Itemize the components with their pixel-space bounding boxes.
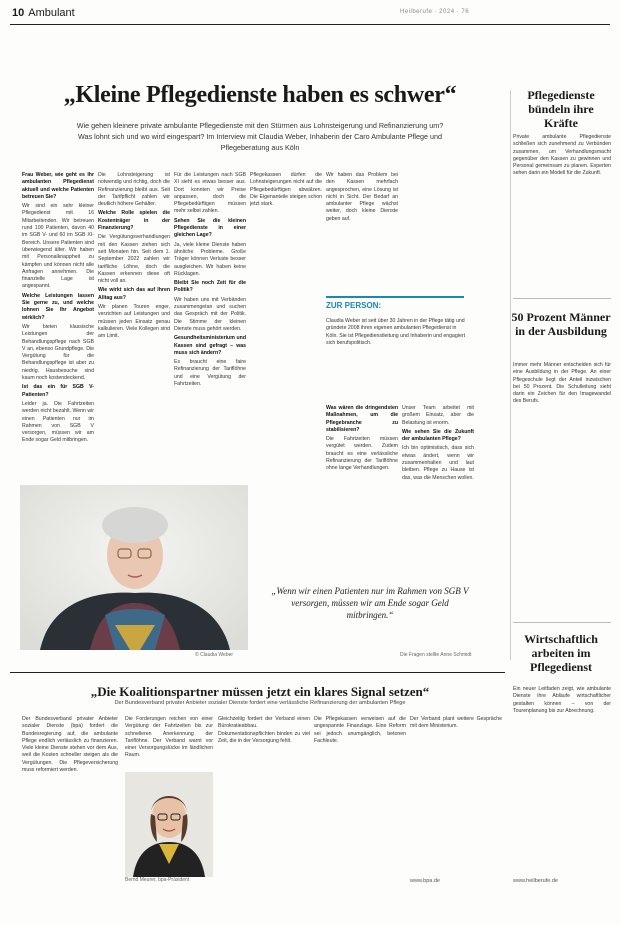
speaker-photo — [125, 772, 213, 877]
answer: Wir bieten klassische Leistungen der Behandlungspflege nach SGB V an, ebenso Grundpflege. Die Vergütung für die Behandlungspflege ist aber zu niedrig. Hausbesuche sind kaum noch kostendeckend. — [22, 323, 94, 382]
second-column-5: Der Verband plant weitere Gespräche mit dem Ministerium. — [410, 716, 502, 730]
sidebar-separator — [513, 298, 611, 299]
sidebar-body-1: Private ambulante Pflegedienste schließen sich zunehmend zu Verbünden zusammen, um Verhandlungsmacht gegenüber den Kassen zu gewinnen und Personal gemeinsam zu planen. Experten sehen darin ein Modell für die Zukunft. — [513, 134, 611, 177]
sidebar-separator — [513, 622, 611, 623]
second-column-4: Die Pflegekassen verweisen auf die angespannte Finanzlage. Eine Reform sei jedoch unumgänglich, betonen Fachleute. — [314, 716, 406, 744]
section-label: Ambulant — [28, 7, 75, 19]
second-link[interactable]: www.bpa.de — [410, 878, 440, 884]
second-deck: Der Bundesverband privater Anbieter sozialer Dienste fordert eine verlässliche Refinanzierung der ambulanten Pflege — [114, 700, 406, 706]
answer: Die Vergütungsverhandlungen mit den Kassen ziehen sich seit Monaten hin. Seit dem 1. September 2022 zahlen wir tarifliche Löhne, doch die Kassen erkennen diese oft nicht voll an. — [98, 234, 170, 285]
pull-quote: „Wenn wir einen Patienten nur im Rahmen von SGB V versorgen, müssen wir am Ende sogar Geld mitbringen.“ — [271, 586, 469, 620]
sidebar-link[interactable]: www.heilberufe.de — [513, 878, 558, 884]
answer: Es braucht eine faire Refinanzierung der Tariflöhne und eine Vergütung der Fahrtzeiten. — [174, 359, 246, 388]
answer: Unser Team arbeitet mit großem Einsatz, aber die Belastung ist enorm. — [402, 405, 474, 426]
sidebar-headline-3: Wirtschaftlich arbeiten im Pflegedienst — [524, 632, 598, 674]
portrait-photo — [20, 485, 248, 650]
main-headline: „Kleine Pflegedienste haben es schwer“ — [63, 82, 457, 108]
second-column-2: Die Forderungen reichen von einer Vergütung der Fahrtzeiten bis zur schnelleren Anerkennung der Tariflöhne. Der Verband warnt vor einer Versorgungslücke im ländlichen Raum. — [125, 716, 213, 759]
sidebar-headline-1: Pflegedienste bündeln ihre Kräfte — [527, 88, 595, 130]
interviewer-note: Die Fragen stellte Anne Schmidt — [400, 652, 472, 658]
sidebar-headline-2: 50 Prozent Männer in der Ausbildung — [511, 310, 611, 338]
answer: Leider ja. Die Fahrtzeiten werden nicht bezahlt. Wenn wir einen Patienten nur im Rahmen von SGB V versorgen, müssen wir am Ende sogar Geld mitbringen. — [22, 400, 94, 444]
question: Wie sehen Sie die Zukunft der ambulanten Pflege? — [402, 428, 474, 443]
question: Bleibt Sie noch Zeit für die Politik? — [174, 280, 246, 294]
header-rule — [10, 24, 610, 25]
photo-credit: © Claudia Weber — [195, 652, 234, 658]
question: Welche Leistungen lassen Sie gerne zu, und welche lohnen Sie Ihr Angebot wirklich? — [22, 292, 94, 321]
issue-line: Heilberufe · 2024 · 76 — [400, 9, 470, 15]
article-column-1 — [22, 172, 94, 482]
question: Wie wirkt sich das auf Ihren Alltag aus? — [98, 287, 170, 301]
article-column-7 — [402, 405, 474, 575]
article-column-2 — [98, 172, 170, 482]
article-column-6 — [326, 405, 398, 575]
sidebar-divider — [510, 90, 511, 660]
question: Gesundheitsministerium und Kassen sind gefragt – was muss sich ändern? — [174, 335, 246, 356]
speaker-caption: Bernd Meurer, bpa-Präsident — [125, 877, 190, 883]
question: Sehen Sie die kleinen Pflegedienste in einer gleichen Lage? — [174, 217, 246, 239]
answer: Wir planen Touren enger, verzichten auf Leistungen und müssen jeden Einsatz genau kalkulieren. Viele Kollegen sind am Limit. — [98, 304, 170, 340]
answer: Die Lohnsteigerung ist notwendig und richtig, doch die Refinanzierung bleibt aus. Seit der Tarifpflicht zahlen wir deutlich höhere Gehälter. — [98, 172, 170, 208]
sidebar-body-2: Immer mehr Männer entscheiden sich für eine Ausbildung in der Pflege. An einer Pflegeschule liegt der Anteil inzwischen bei 50 Prozent. Die Schulleitung sieht darin ein Zeichen für den Imagewandel des Berufs. — [513, 362, 611, 405]
answer: Wir haben uns mit Verbänden zusammengetan und suchen das Gespräch mit der Politik. Die Stimme der kleinen Dienste muss gehört werden. — [174, 296, 246, 332]
answer: Ich bin optimistisch, dass sich etwas ändert, wenn wir zusammenhalten und laut bleiben. Pflege zu Hause ist das, was die Menschen wollen. — [402, 445, 474, 481]
question: Welche Rolle spielen die Kostenträger in der Finanzierung? — [98, 210, 170, 232]
article-column-4 — [250, 172, 322, 272]
section-divider — [10, 672, 505, 673]
question: Ist das ein für SGB V-Patienten? — [22, 384, 94, 398]
answer: Ja, viele kleine Dienste haben ähnliche Probleme. Große Träger können Verluste besser ausgleichen. Wir haben keine Rücklagen. — [174, 241, 246, 277]
second-column-1: Der Bundesverband privater Anbieter sozialer Dienste (bpa) fordert die Bundesregierung auf, die ambulante Pflege endlich verlässlich zu finanzieren. Viele kleine Dienste stehen vor dem Aus, weil die Kosten schneller steigen als die Vergütungen. Die Pflegeversicherung muss reformiert werden. — [22, 716, 118, 774]
answer: Für die Leistungen nach SGB XI sieht es etwas besser aus. Dort konnten wir Preise anpassen, doch die Pflegebedürftigen müssen mehr selbst zahlen. — [174, 172, 246, 215]
second-headline: „Die Koalitionspartner müssen jetzt ein klares Signal setzen“ — [90, 684, 430, 699]
page-header — [12, 7, 75, 19]
answer: Pflegekassen dürfen die Lohnsteigerungen nicht auf die Pflegebedürftigen abwälzen. Die Eigenanteile steigen schon jetzt stark. — [250, 172, 322, 208]
question: Was wären die dringendsten Maßnahmen, um die Pflegebranche zu stabilisieren? — [326, 405, 398, 433]
info-box-body: Claudia Weber ist seit über 30 Jahren in der Pflege tätig und gründete 2008 ihren eigenen ambulanten Pflegedienst in Köln. Sie ist Pflegedienstleitung und Inhaberin und engagiert sich berufspolitisch. — [326, 318, 466, 346]
answer: Wir haben das Problem bei den Kassen mehrfach angesprochen, eine Lösung ist nicht in Sicht. Der Bedarf an ambulanter Pflege wächst weiter, doch kleine Dienste geben auf. — [326, 172, 398, 222]
answer: Wir sind ein sehr kleiner Pflegedienst mit 16 Mitarbeitenden. Wir betreuen rund 100 Patienten, davon 40 im SGB V- und 60 im SGB XI-Bereich. Unsere Patienten sind überwiegend älter. Wir haben mit Personalknappheit zu kämpfen und können nicht alle Anfragen annehmen. Die finanzielle Lage ist angespannt. — [22, 203, 94, 290]
sidebar-body-3: Ein neuer Leitfaden zeigt, wie ambulante Dienste ihre Abläufe wirtschaftlicher gestalten können – von der Tourenplanung bis zur Abrechnung. — [513, 686, 611, 714]
main-deck: Wie gehen kleinere private ambulante Pflegedienste mit den Stürmen aus Lohnsteigerung und Refinanzierung um? Was lohnt sich und wo wird eingespart? Im Interview mit Claudia Weber, Inhaberin der Caro Ambulante Pflege und Pflegeberatung aus Köln — [76, 121, 444, 152]
info-box-title: ZUR PERSON: — [326, 301, 382, 310]
info-box-rule — [326, 296, 464, 298]
page-number: 10 — [12, 7, 25, 19]
second-column-3: Gleichzeitig fordert der Verband einen Bürokratieabbau. Dokumentationspflichten binden zu viel Zeit, die in der Versorgung fehlt. — [218, 716, 310, 744]
answer: Die Fahrtzeiten müssen vergütet werden. Zudem braucht es eine verlässliche Refinanzierung der Tariflöhne ohne lange Verhandlungen. — [326, 436, 398, 472]
question: Frau Weber, wie geht es Ihr ambulanten Pflegedienst aktuell und welche Patienten betreuen Sie? — [22, 172, 94, 200]
article-column-5 — [326, 172, 398, 272]
